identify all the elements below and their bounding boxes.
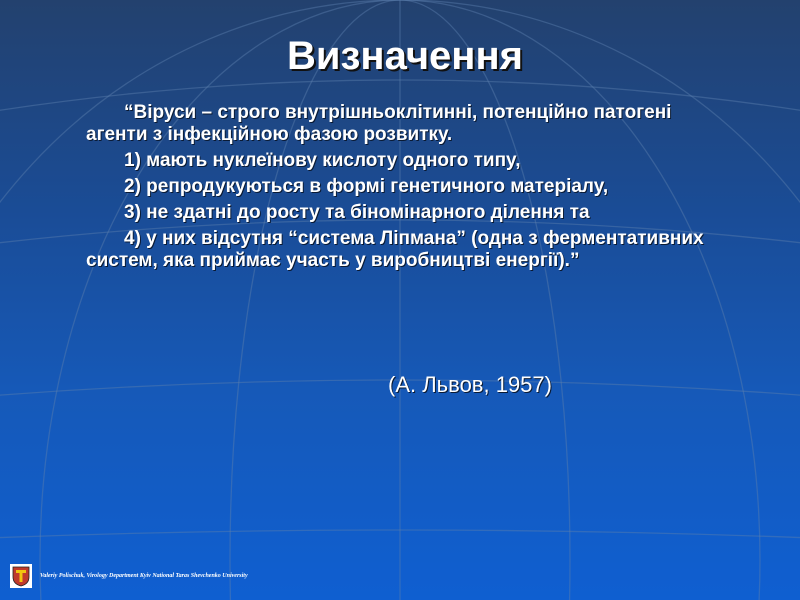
property-item-4: 4) у них відсутня “система Ліпмана” (одна з ферментативних систем, яка приймає участь у виробництві енергії).” bbox=[86, 228, 704, 271]
slide-title: Визначення bbox=[287, 34, 523, 78]
property-item-3: 3) не здатні до росту та біномінарного ділення та bbox=[124, 202, 590, 223]
definition-text bbox=[86, 102, 726, 276]
property-item-1: 1) мають нуклеїнову кислоту одного типу, bbox=[124, 150, 521, 171]
citation: (А. Львов, 1957) bbox=[388, 372, 552, 397]
university-crest-icon bbox=[10, 564, 32, 588]
property-item-2: 2) репродукуються в формі генетичного матеріалу, bbox=[124, 176, 609, 197]
slide-footer bbox=[10, 563, 248, 589]
definition-paragraph: “Віруси – строго внутрішньоклітинні, потенційно патогені агенти з інфекційною фазою розвитку. bbox=[86, 102, 672, 145]
footer-credit: Valeriy Polischuk, Virology Department Kyiv National Taras Shevchenko University bbox=[40, 573, 248, 579]
